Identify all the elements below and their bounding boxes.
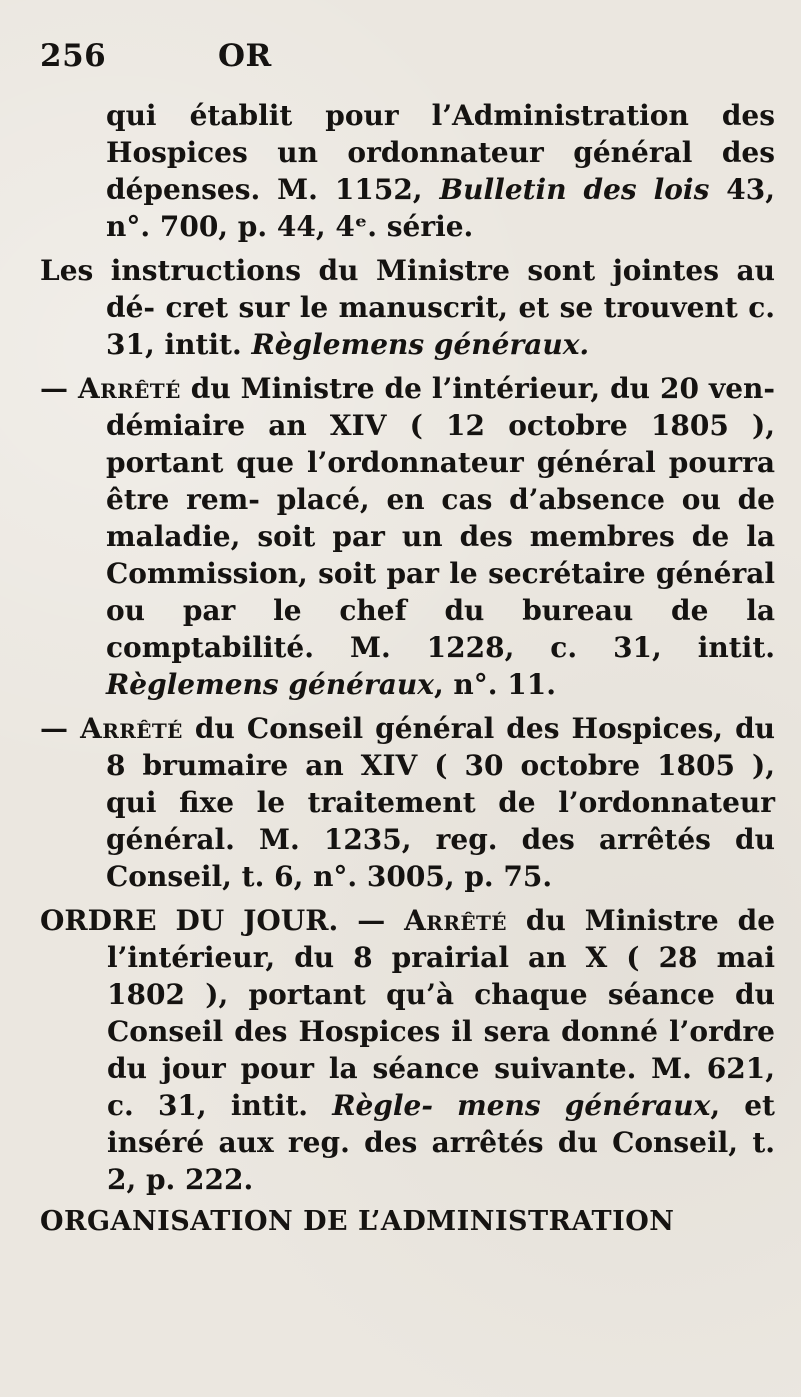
reglements-title: Règlemens généraux. [251,328,590,361]
running-title: OR [218,38,272,74]
dash: — [40,712,81,745]
bulletin-title: Bulletin des lois [439,173,710,206]
entry-text-after: , n°. 11. [433,668,556,701]
dash: — [40,372,78,405]
entry-text: du Ministre de l’intérieur, du 20 ven- démiaire an XIV ( 12 octobre 1805 ), portant que l’ordonnateur général pourra être rem- placé, en cas d’absence ou de maladie, soit par un des membres de la Commission, soit par le secrétaire général ou par le chef du bureau de la comptabilité. M. 1228, c. 31, intit. [106,372,776,664]
entry-text-after: 43, n°. 700, p. 44, 4ᵉ. série. [106,173,775,243]
running-head [40,38,300,80]
entry-text: du Ministre de l’intérieur, du 8 prairial an X ( 28 mai 1802 ), portant qu’à chaque séance du Conseil des Hospices il sera donné l’ordre du jour pour la séance suivante. M. 621, c. 31, intit. [107,904,776,1122]
entry-text-after: , et inséré aux reg. des arrêtés du Conseil, t. 2, p. 222. [107,1089,775,1196]
entry-continuation [40,97,775,245]
section-title: ORGANISATION DE L’ADMINISTRATION [40,1206,675,1237]
main-text [40,97,775,1239]
entry-text: qui établit pour l’Administration des Hospices un ordonnateur général des dépenses. M. 1152, [106,99,775,206]
entry-arrete-conseil [40,710,775,895]
page-number: 256 [40,38,107,74]
dash: — [338,904,405,937]
arrete-label: Arrêté [78,372,181,405]
reglements-title: Règlemens généraux [106,668,434,701]
arrete-label: Arrêté [80,712,183,745]
entry-text: du Conseil général des Hospices, du 8 brumaire an XIV ( 30 octobre 1805 ), qui fixe le traitement de l’ordonnateur général. M. 1235, reg. des arrêtés du Conseil, t. 6, n°. 3005, p. 75. [106,712,776,893]
entry-instructions [40,252,775,363]
entry-arrete-ministre [40,370,775,703]
arrete-label: Arrêté [404,904,507,937]
entry-heading: ORDRE DU JOUR. [40,904,339,937]
entry-ordre-du-jour [40,902,775,1198]
reglements-title: Règle- mens généraux [332,1089,711,1122]
entry-text: Les instructions du Ministre sont jointes au dé- cret sur le manuscrit, et se trouvent c. 31, intit. [40,254,775,361]
